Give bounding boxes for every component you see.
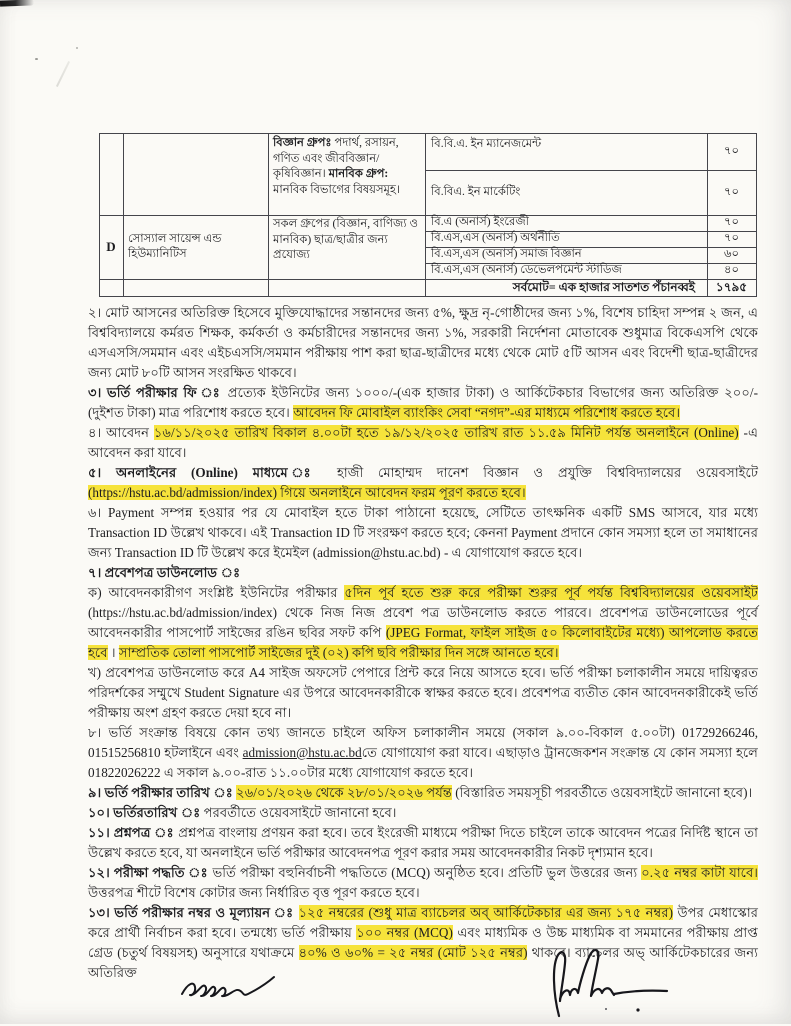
- scan-speck: [35, 58, 38, 60]
- program-seats: ৭০: [724, 232, 739, 245]
- text-segment: উপর মেধাস্কোর করে প্রার্থী নির্বাচন করা হবে। তন্মধ্যে ভর্তি পরীক্ষায়: [88, 905, 759, 940]
- total-label: সর্বমোট= এক হাজার সাতশত পঁচানব্বই: [512, 280, 695, 294]
- scan-speck: [76, 47, 78, 49]
- text-segment: ভর্তি পরীক্ষা বহুনির্বাচনী পদ্ধতিতে (MCQ) অনুষ্ঠিত হবে। প্রতিটি ভুল উত্তরের জন্য: [212, 865, 642, 880]
- program-name: বি.এ (অনার্স) ইংরেজী: [431, 216, 529, 229]
- signature-left: [178, 965, 278, 1012]
- notice-item-10: [88, 803, 758, 823]
- text-segment: মানবিক গ্রুপ:: [328, 168, 389, 180]
- program-name: বি.এস,এস (অনার্স) অর্থনীতি: [431, 232, 560, 245]
- unit-letter: D: [106, 239, 116, 255]
- text-segment: ৯। ভর্তি পরীক্ষার তারিখ ঃ: [88, 785, 237, 800]
- scan-corner-mark: [0, 0, 34, 7]
- text-segment: ১২। পরীক্ষা পদ্ধতি ঃ: [88, 865, 213, 880]
- program-seats: ৭০: [724, 144, 739, 157]
- program-seats: ৭০: [724, 216, 739, 229]
- text-segment: (বিস্তারিত সময়সূচী পরবর্তীতে ওয়েবসাইটে জানানো হবে)।: [451, 785, 753, 800]
- highlighted-text: ২৬/০১/২০২৬ থেকে ২৮/০১/২০২৬ পর্যন্ত: [236, 785, 452, 800]
- group-note-science-humanities: [270, 135, 423, 214]
- highlighted-text: আবেদন ফি মোবাইল ব্যাংকিং সেবা “নগদ”-এর মাধ্যমে পরিশোধ করতে হবে।: [293, 405, 681, 420]
- text-segment: ১০। ভর্তিরতারিখ ঃ: [88, 805, 204, 820]
- faculty-name: সোস্যাল সায়েন্স এন্ড হিউম্যানিটিস: [128, 232, 222, 260]
- notice-item-6: [88, 503, 758, 563]
- notice-item-7b: [88, 663, 758, 723]
- text-segment: বিজ্ঞান গ্রুপঃ: [273, 137, 335, 149]
- text-segment: ৩। ভর্তি পরীক্ষার ফি ঃ: [88, 385, 228, 400]
- notice-item-7: [88, 563, 758, 583]
- text-segment: ৭। প্রবেশপত্র ডাউনলোড ঃ: [88, 565, 241, 580]
- notice-item-9: [88, 783, 758, 803]
- program-name: বি.এস,এস (অনার্স) ডেভেলপমেন্ট স্টাডিজ: [431, 264, 622, 277]
- text-segment: প্রশ্নপত্র বাংলায় প্রণয়ন করা হবে। তবে ইংরেজী মাধ্যমে পরীক্ষা দিতে চাইলে তাকে আবেদন পত্রের নির্দিষ্ট স্থানে তা উল্লেখ করতে হবে, যা অনলাইনে ভর্তি পরীক্ষার আবেদনপত্র পূরণ করার সময় আবেদনকারীর নিকট দৃশ্যমান হবে।: [88, 825, 758, 860]
- program-seats: ৪০: [724, 264, 739, 277]
- highlighted-text: সাম্প্রতিক তোলা পাসপোর্ট সাইজের দুই (০২) কপি ছবি পরীক্ষার দিন সঙ্গে আনতে হবে।: [118, 645, 559, 660]
- highlighted-text: (JPEG Format, ফাইল সাইজ ৫০ কিলোবাইটের মধ্যে) আপলোড করতে হবে: [88, 625, 759, 660]
- text-segment: মানবিক বিভাগের বিষয়সমূহ।: [273, 183, 401, 196]
- text-segment: admission@hstu.ac.bd: [242, 745, 362, 760]
- unit-group-note: সকল গ্রুপের (বিজ্ঞান, বাণিজ্য ও মানবিক) ছাত্র/ছাত্রীর জন্য প্রযোজ্য: [273, 218, 418, 261]
- text-segment: এবং মাধ্যমিক ও উচ্চ মাধ্যমিক বা সমমানের পরীক্ষায় প্রাপ্ত গ্রেড (চতুর্থ বিষয়সহ) অনুসারে যথাক্রমে: [88, 925, 758, 960]
- text-segment: ১৩। ভর্তি পরীক্ষার নম্বর ও মূল্যায়ন ঃ: [88, 905, 299, 920]
- program-name: বি.বি.এ. ইন ম্যানেজমেন্ট: [431, 138, 542, 150]
- text-segment: প্রত্যেক ইউনিটের জন্য ১০০০/-(এক হাজার টাকা) ও আর্কিটেকচার বিভাগের জন্য অতিরিক্ত ২০০/- (দুইশত টাকা) মাত্র পরিশোধ করতে হবে।: [88, 385, 758, 420]
- highlighted-text: ১৬/১১/২০২৫ তারিখ বিকাল ৪.০০টা হতে ১৯/১২/২০২৫ তারিখ রাত ১১.৫৯ মিনিট পর্যন্ত অনলাইনে (Online): [153, 425, 739, 440]
- signature-right: [545, 943, 673, 1026]
- highlighted-text: ৫দিন পূর্ব হতে শুরু করে পরীক্ষা শুরুর পূর্ব পর্যন্ত বিশ্ববিদ্যালয়ের ওয়েবসাইট: [344, 585, 758, 600]
- notice-body: [88, 303, 758, 983]
- text-segment: ।: [107, 645, 119, 660]
- notice-item-5: [88, 463, 758, 503]
- notice-item-11: [88, 823, 758, 863]
- total-value: ১৭৯৫: [715, 279, 748, 294]
- scan-streak: [56, 61, 70, 87]
- highlighted-text: ০.২৫ নম্বর কাটা যাবে।: [641, 865, 759, 880]
- program-seats: ৬০: [724, 248, 739, 261]
- program-seats: ৭০: [724, 185, 739, 198]
- text-segment: থাকবে। ব্যাচেলর অভ্ আর্কিটেকচারের জন্য অতিরিক্ত: [88, 945, 758, 980]
- program-name: বি.বিএ. ইন মার্কেটিং: [431, 185, 521, 198]
- text-segment: ২। মোট আসনের অতিরিক্ত হিসেবে মুক্তিযোদ্ধাদের সন্তানদের জন্য ৫%, ক্ষুদ্র নৃ-গোষ্ঠীদের জন্য ১%, বিশেষ চাহিদা সম্পন্ন ২ জন, এ বিশ্ববিদ্যালয়ে কর্মরত শিক্ষক, কর্মকর্তা ও কর্মচারীদের সন্তানদের জন্য ১%, সরকারী নির্দেশনা মোতাবেক শুধুমাত্র বিকেএসপি থেকে এসএসসি/সমমান এবং এইচএসসি/সমমান পরীক্ষায় পাশ করা ছাত্র-ছাত্রীদের মধ্যে থেকে মোট ৫টি আসন এবং বিদেশী ছাত্র-ছাত্রীদের জন্য মোট ৮০টি আসন সংরক্ষিত থাকবে।: [88, 305, 758, 380]
- text-segment: খ) প্রবেশপত্র ডাউনলোড করে A4 সাইজ অফসেট পেপারে প্রিন্ট করে নিয়ে আসতে হবে। ভর্তি পরীক্ষা চলাকালীন সময়ে দায়িত্বরত পরিদর্শকের সম্মুখে Student Signature এর উপরে আবেদনকারীকে স্বাক্ষর করতে হবে। প্রবেশপত্র ব্যতীত কোন আবেদনকারীকেই ভর্তি পরীক্ষায় অংশ গ্রহণ করতে দেয়া হবে না।: [88, 665, 758, 720]
- text-segment: হাজী মোহাম্মদ দানেশ বিজ্ঞান ও প্রযুক্তি বিশ্ববিদ্যালয়ের ওয়েবসাইটে: [336, 465, 759, 480]
- highlighted-text: ১০০ নম্বর (MCQ): [356, 925, 453, 940]
- text-segment: ক) আবেদনকারীগণ সংশ্লিষ্ট ইউনিটের পরীক্ষার: [88, 585, 345, 600]
- highlighted-text: (https://hstu.ac.bd/admission/index) গিয়ে অনলাইনে আবেদন ফরম পূরণ করতে হবে।: [88, 485, 526, 500]
- highlighted-text: ৪০% ও ৬০% = ২৫ নম্বর (মোট ১২৫ নম্বর): [298, 945, 528, 960]
- notice-item-2: [88, 303, 758, 383]
- notice-item-12: [88, 863, 758, 903]
- notice-item-4: [88, 423, 758, 463]
- text-segment: পদার্থ, রসায়ন, গণিত এবং জীববিজ্ঞান/কৃষিবিজ্ঞান।: [273, 137, 399, 180]
- text-segment: (https://hstu.ac.bd/admission/index) থেকে নিজ নিজ প্রবেশ পত্র ডাউনলোড করতে পারবে। প্রবেশপত্র ডাউনলোডের পূর্বে আবেদনকারীর পাসপোর্ট সাইজের রঙিন ছবির সফট কপি: [88, 605, 758, 640]
- text-segment: ৮। ভর্তি সংক্রান্ত বিষয়ে কোন তথ্য জানতে চাইলে অফিস চলাকালীন সময়ে (সকাল ৯.০০-বিকাল ৫.০০টা) 01729266246, 01515256810 হটলাইনে এবং: [88, 725, 758, 760]
- notice-item-8: [88, 723, 758, 783]
- text-segment: ৬। Payment সম্পন্ন হওয়ার পর যে মোবাইল হতে টাকা পাঠানো হয়েছে, সেটিতে তাৎক্ষনিক একটি SMS আসবে, যার মধ্যে Transaction ID উল্লেখ থাকবে। এই Transaction ID টি সংরক্ষণ করতে হবে; কেননা Payment প্রদানে কোন সমস্যা হলে তা সমাধানের জন্য Transaction ID টি উল্লেখ করে ইমেইল (admission@hstu.ac.bd) - এ যোগাযোগ করতে হবে।: [88, 505, 758, 560]
- table-border: [99, 296, 757, 297]
- text-segment: -এ আবেদন করা যাবে।: [88, 425, 758, 460]
- notice-item-7a: [88, 583, 758, 663]
- text-segment: ৪। আবেদন: [88, 425, 154, 440]
- text-segment: উত্তরপত্র শীটে বিশেষ কোটার জন্য নির্ধারিত বৃত্ত পূরণ করতে হবে।: [88, 885, 420, 900]
- highlighted-text: ১২৫ নম্বরের (শুধু মাত্র ব্যাচেলর অব্ আর্কিটেকচার এর জন্য ১৭৫ নম্বর): [298, 905, 673, 920]
- notice-item-3: [88, 383, 758, 423]
- text-segment: ১১। প্রশ্নপত্র ঃ: [88, 825, 179, 840]
- text-segment: পরবর্তীতে ওয়েবসাইটে জানানো হবে।: [203, 805, 397, 820]
- text-segment: ৫। অনলাইনের (Online) মাধ্যমে ঃ: [88, 465, 337, 480]
- program-name: বি.এস,এস (অনার্স) সমাজ বিজ্ঞান: [431, 248, 582, 261]
- admission-seat-table: [99, 133, 757, 297]
- text-segment: তে যোগাযোগ করা যাবে। এছাড়াও ট্রানজেকশন সংক্রান্ত যে কোন সমস্যা হলে 01822026222 এ সকাল ৯.০০-রাত ১১.০০টার মধ্যে যোগাযোগ করতে হবে।: [88, 745, 758, 780]
